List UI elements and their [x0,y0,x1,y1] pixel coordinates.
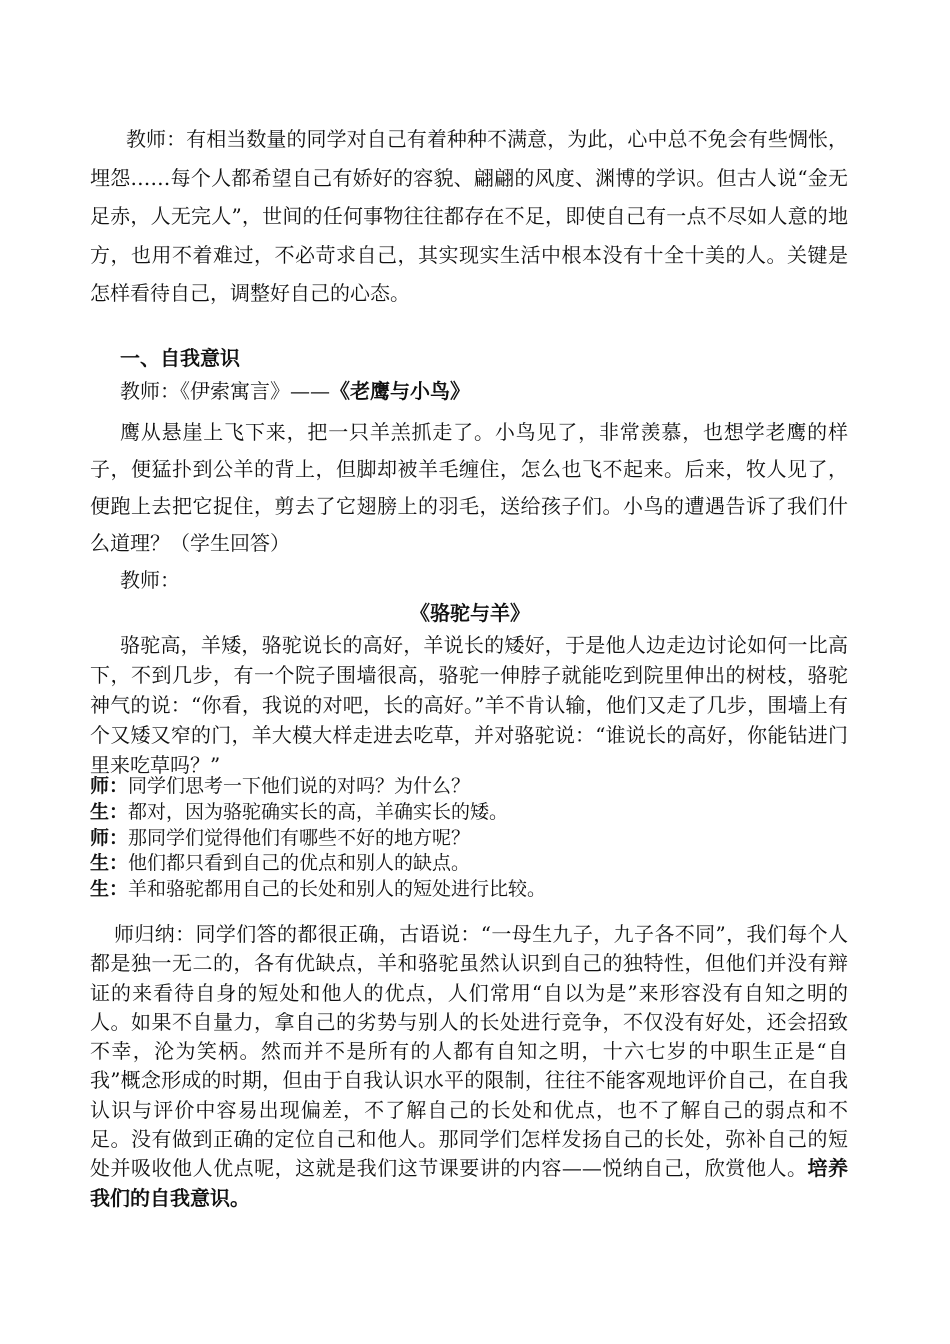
dialogue-speaker: 师： [90,826,129,849]
dialogue-text: 羊和骆驼都用自己的长处和别人的短处进行比较。 [128,878,547,901]
dialogue-line [90,851,848,877]
summary-paragraph [90,920,848,1213]
dialogue-line [90,877,848,903]
dialogue-text: 同学们思考一下他们说的对吗？为什么？ [128,775,471,797]
summary-emphasis: 培养我们的自我意识。 [90,1156,849,1210]
teacher-label: 教师： [120,568,180,592]
section-heading: 一、自我意识 [120,346,240,370]
dialogue-block [90,774,848,903]
dialogue-speaker: 生： [90,800,129,823]
dialogue-line [90,826,848,852]
fable1-text: 鹰从悬崖上飞下来，把一只羊羔抓走了。小鸟见了，非常羡慕，也想学老鹰的样子，便猛扑到公羊的背上，但脚却被羊毛缠住，怎么也飞不起来。后来，牧人见了，便跑上去把它捉住，剪去了它翅膀上的羽毛，送给孩子们。小鸟的遭遇告诉了我们什么道理？（学生回答） [90,420,848,555]
dialogue-text: 都对，因为骆驼确实长的高，羊确实长的矮。 [128,800,509,823]
dialogue-text: 他们都只看到自己的优点和别人的缺点。 [128,852,471,875]
fable1-intro-prefix: 教师：《伊索寓言》—— [120,379,330,403]
summary-text: 师归纳：同学们答的都很正确，古语说：“一母生九子，九子各不同”，我们每个人都是独一无二的，各有优缺点，羊和骆驼虽然认识到自己的独特性，但他们并没有辩证的来看待自身的短处和他人的优点，人们常用“自以为是”来形容没有自知之明的人。如果不自量力，拿自己的劣势与别人的长处进行竞争，不仅没有好处，还会招致不幸，沦为笑柄。然而并不是所有的人都有自知之明，十六七岁的中职生正是“自我”概念形成的时期，但由于自我认识水平的限制，往往不能客观地评价自己，在自我认识与评价中容易出现偏差，不了解自己的长处和优点，也不了解自己的弱点和不足。没有做到正确的定位自己和他人。那同学们怎样发扬自己的长处，弥补自己的短处并吸收他人优点呢，这就是我们这节课要讲的内容——悦纳自己，欣赏他人。 [90,922,848,1181]
intro-paragraph: 教师：有相当数量的同学对自己有着种种不满意，为此，心中总不免会有些惆怅，埋怨……每个人都希望自己有娇好的容貌、翩翩的风度、渊博的学识。但古人说“金无足赤，人无完人”，世间的任何事物往往都存在不足，即使自己有一点不尽如人意的地方，也用不着难过，不必苛求自己，其实现实生活中根本没有十全十美的人。关键是怎样看待自己，调整好自己的心态。 [90,127,848,305]
dialogue-speaker: 生： [90,852,129,875]
fable1-intro-line [120,376,878,406]
dialogue-line [90,774,848,800]
dialogue-line [90,800,848,826]
fable2-text: 骆驼高，羊矮，骆驼说长的高好，羊说长的矮好，于是他人边走边讨论如何一比高下，不到几步，有一个院子围墙很高，骆驼一伸脖子就能吃到院里伸出的树枝，骆驼神气的说：“你看，我说的对吧，长的高好。”羊不肯认输，他们又走了几步，围墙上有个又矮又窄的门，羊大模大样走进去吃草，并对骆驼说：“谁说长的高好，你能钻进门里来吃草吗？” [90,633,848,777]
dialogue-speaker: 师： [90,775,129,797]
dialogue-speaker: 生： [90,878,129,901]
fable1-title: 《老鹰与小鸟》 [330,379,470,403]
dialogue-text: 那同学们觉得他们有哪些不好的地方呢？ [128,826,471,849]
fable2-title: 《骆驼与羊》 [410,601,530,625]
